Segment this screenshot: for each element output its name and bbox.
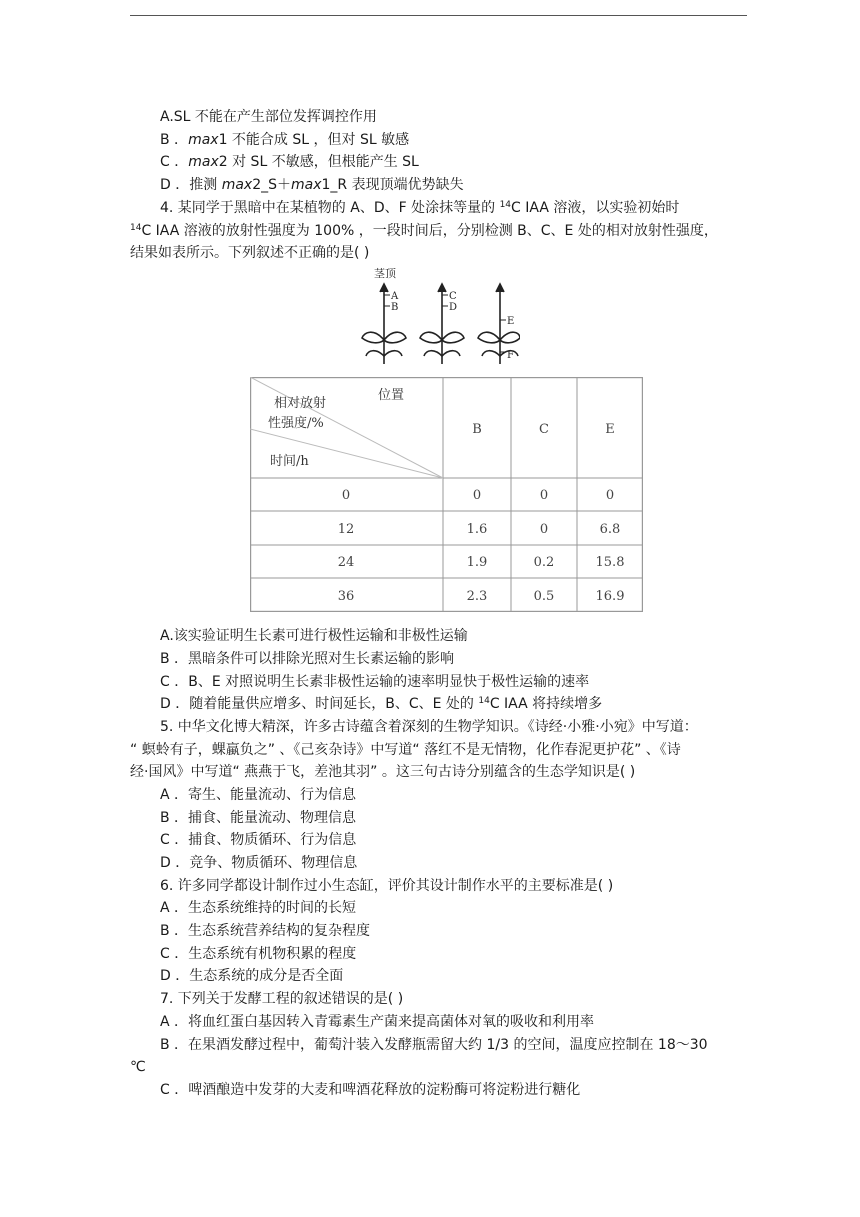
option-6c: C ．生态系统有机物积累的程度	[160, 946, 357, 962]
option-6d: D ．生态系统的成分是否全面	[160, 968, 344, 984]
cell-b: 1.6	[466, 522, 488, 537]
option-7b: B ．在果酒发酵过程中，葡萄汁装入发酵瓶需留大约 1/3 的空间，温度应控制在 18～30	[160, 1037, 708, 1053]
corner-intensity-label-2: 性强度/%	[268, 416, 324, 431]
option-3a: A.SL 不能在产生部位发挥调控作用	[160, 109, 377, 125]
option-3b: B ．max1 不能合成 SL ，但对 SL 敏感	[160, 132, 410, 148]
question-4-stem-2: $^{14}$C IAA 溶液的放射性强度为 100% ，一段时间后，分别检测 B、C、E 处的相对放射性强度，	[130, 223, 718, 239]
col-header-e: E	[605, 422, 615, 437]
cell-b: 2.3	[466, 589, 488, 604]
cell-c: 0.5	[533, 589, 555, 604]
option-4d: D ．随着能量供应增多、时间延长，B、C、E 处的 $^{14}$C IAA 将持续增多	[160, 696, 603, 712]
question-4-stem-1: 4. 某同学于黑暗中在某植物的 A、D、F 处涂抹等量的 $^{14}$C IAA 溶液，以实验初始时	[160, 200, 680, 216]
cell-e: 16.9	[595, 589, 625, 604]
option-7b-continued: ℃	[130, 1059, 146, 1075]
col-header-c: C	[539, 422, 549, 437]
question-5-stem-2: “ 螟蛉有子，蜾蠃负之” 、《己亥杂诗》中写道“ 落红不是无情物，化作春泥更护花” 、《诗	[130, 742, 681, 758]
plant-figure	[360, 266, 520, 366]
option-4c: C ．B、E 对照说明生长素非极性运输的速率明显快于极性运输的速率	[160, 674, 590, 690]
option-7a: A ．将血红蛋白基因转入青霉素生产菌来提高菌体对氧的吸收和利用率	[160, 1014, 595, 1030]
cell-e: 15.8	[595, 555, 625, 570]
option-3c: C ．max2 对 SL 不敏感，但根能产生 SL	[160, 154, 419, 170]
corner-time-label: 时间/h	[270, 454, 309, 469]
radioactivity-table	[250, 377, 643, 612]
cell-e: 0	[605, 488, 615, 503]
cell-c: 0	[539, 522, 549, 537]
cell-b: 0	[472, 488, 482, 503]
option-5c: C ．捕食、物质循环、行为信息	[160, 832, 357, 848]
option-6b: B ．生态系统营养结构的复杂程度	[160, 923, 371, 939]
question-7-stem: 7. 下列关于发酵工程的叙述错误的是( )	[160, 991, 404, 1007]
cell-e: 6.8	[599, 522, 621, 537]
label-b: B	[391, 302, 399, 313]
col-header-b: B	[472, 422, 482, 437]
option-3d: D ．推测 max2_S＋max1_R 表现顶端优势缺失	[160, 177, 464, 193]
option-5d: D ．竞争、物质循环、物理信息	[160, 855, 358, 871]
option-4b: B ．黑暗条件可以排除光照对生长素运输的影响	[160, 651, 455, 667]
label-f: F	[507, 350, 514, 361]
question-4-stem-3: 结果如表所示。下列叙述不正确的是( )	[130, 245, 370, 261]
corner-intensity-label-1: 相对放射	[274, 396, 327, 411]
option-6a: A ．生态系统维持的时间的长短	[160, 900, 357, 916]
row-time: 24	[337, 555, 355, 570]
question-6-stem: 6. 许多同学都设计制作过小生态缸，评价其设计制作水平的主要标准是( )	[160, 878, 614, 894]
corner-position-label: 位置	[378, 388, 405, 403]
question-5-stem-1: 5. 中华文化博大精深，许多古诗蕴含着深刻的生物学知识。《诗经·小雅·小宛》中写道：	[160, 719, 698, 735]
header-rule	[130, 15, 747, 16]
cell-c: 0.2	[533, 555, 555, 570]
row-time: 36	[337, 589, 355, 604]
label-d: D	[449, 302, 458, 313]
option-7c: C ．啤酒酿造中发芽的大麦和啤酒花释放的淀粉酶可将淀粉进行糖化	[160, 1082, 581, 1098]
row-time: 12	[337, 522, 355, 537]
option-5a: A ．寄生、能量流动、行为信息	[160, 787, 357, 803]
label-c: C	[449, 291, 457, 302]
row-time: 0	[341, 488, 351, 503]
label-a: A	[391, 291, 399, 302]
label-e: E	[507, 316, 515, 327]
stem-top-label: 茎顶	[374, 267, 396, 280]
cell-c: 0	[539, 488, 549, 503]
question-5-stem-3: 经·国风》中写道“ 燕燕于飞，差池其羽” 。这三句古诗分别蕴含的生态学知识是( )	[130, 764, 636, 780]
option-4a: A.该实验证明生长素可进行极性运输和非极性运输	[160, 628, 468, 644]
cell-b: 1.9	[466, 555, 488, 570]
option-5b: B ．捕食、能量流动、物理信息	[160, 810, 357, 826]
